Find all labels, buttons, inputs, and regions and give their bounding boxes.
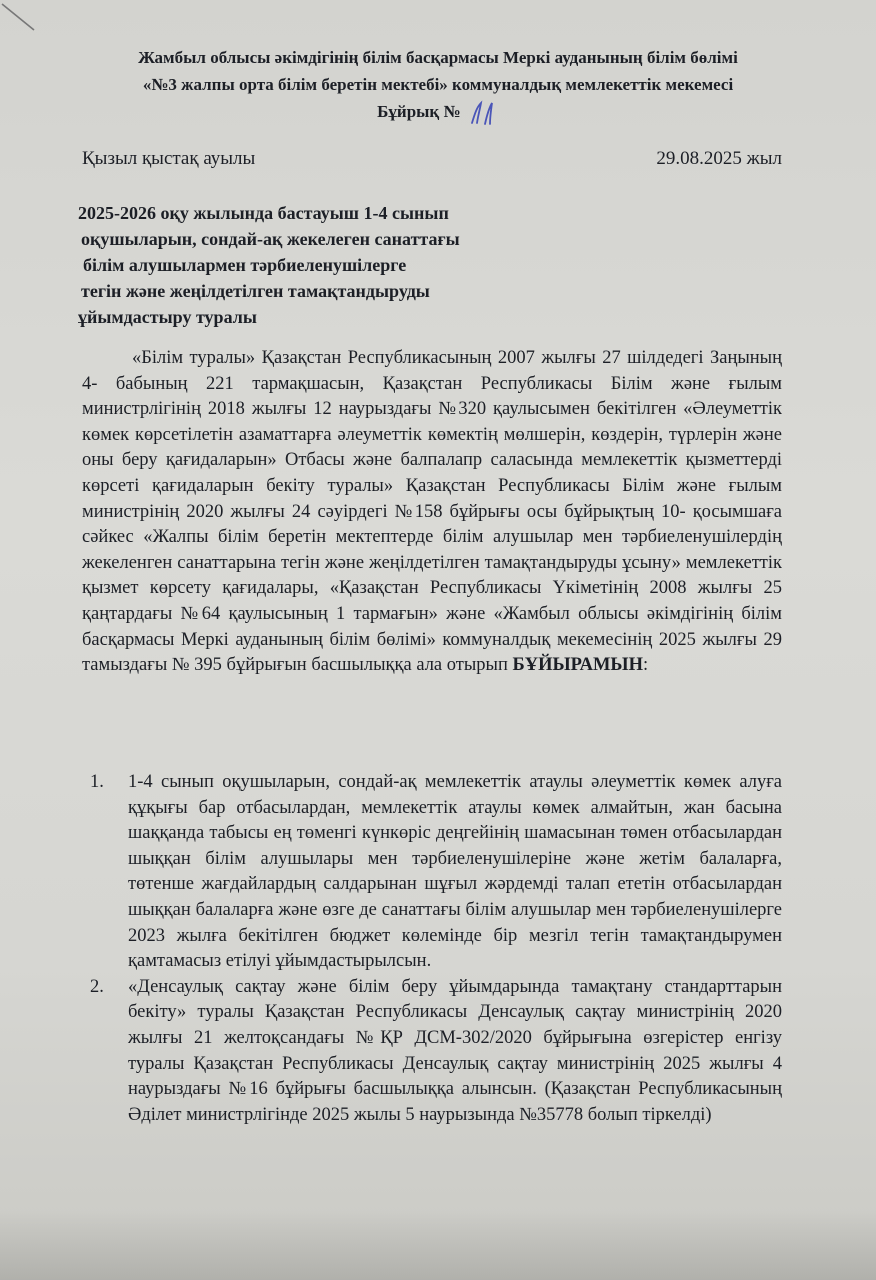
title-line-2: оқушыларын, сондай-ақ жекелеген санаттағы <box>81 229 460 249</box>
order-number-line <box>0 98 876 127</box>
order-directive-word: БҰЙЫРАМЫН <box>512 655 643 676</box>
corner-scratch-mark <box>0 0 40 40</box>
list-item-number: 2. <box>90 976 104 997</box>
header-organization-line-1: Жамбыл облысы әкімдігінің білім басқармасы Меркі ауданының білім бөлімі <box>138 48 738 67</box>
title-line-3: білім алушылармен тәрбиеленушілерге <box>83 255 407 275</box>
preamble-paragraph <box>82 346 782 679</box>
order-items-list <box>90 770 782 1128</box>
document-title <box>78 200 598 330</box>
list-item-number: 1. <box>90 772 104 792</box>
preamble-text: «Білім туралы» Қазақстан Республикасының 2007 жылғы 27 шілдедегі Заңының 4- бабының 221 тармақшасын, Қазақстан Республикасы Білім және ғылым министрлігінің 2018 жылғы 12 наурыздағы №320 қаулысымен бекітілген «Әлеуметтік көмек көрсетілетін азаматтарға әлеуметтік көмектің мөлшерін, көздерін, түрлерін және оны беру қағидаларын» Отбасы және балпалапр саласында мемлекеттік қызметтерді көрсеті қағидаларын бекіту туралы» Қазақстан Республикасы Білім және ғылым министрінің 2020 жылғы 24 сәуірдегі №158 бұйрығы осы бұйрықтың 10- қосымшаға сәйкес «Жалпы білім беретін мектептерде білім алушылар мен тәрбиеленушілердің жекеленген санаттарына тегін және жеңілдетілген тамақтандыруды ұсыну» мемлекеттік қызмет көрсету қағидалары, «Қазақстан Республикасы Үкіметінің 2008 жылғы 25 қаңтардағы №64 қаулысының 1 тармағын» және «Жамбыл облысы әкімдігінің білім басқармасы Меркі ауданының білім бөлімі» коммуналдық мекемесінің 2025 жылғы 29 тамыздағы № 395 бұйрығын басшылыққа ала отырып <box>82 348 782 676</box>
handwritten-order-number <box>469 99 499 127</box>
list-item <box>90 975 782 1129</box>
list-item-text: 1-4 сынып оқушыларын, сондай-ақ мемлекеттік атаулы әлеуметтік көмек алуға құқығы бар отбасылардан, мемлекеттік атаулы көмек алмайтын, жан басына шаққанда табысы ең төменгі күнкөріс деңгейінің шамасынан төмен отбасылардан шыққан білім алушылары мен тәрбиеленушілеріне және жетім балаларға, төтенше жағдайлардың салдарынан шұғыл жәрдемді талап ететін отбасылардан шыққан балаларға және өзге де санаттағы білім алушылар мен тәрбиеленушілерге 2023 жылға бекітілген бюджет көлемінде бір мезгіл тегін тамақтандырумен қамтамасыз етілуі ұйымдастырылсын. <box>128 772 782 972</box>
title-line-1: 2025-2026 оқу жылында бастауыш 1-4 сынып <box>78 203 449 223</box>
document-header <box>0 44 876 127</box>
title-line-4: тегін және жеңілдетілген тамақтандыруды <box>81 281 430 301</box>
document-date: 29.08.2025 жыл <box>656 148 782 169</box>
title-line-5: ұйымдастыру туралы <box>78 307 257 327</box>
preamble-colon: : <box>642 655 649 676</box>
photo-shadow <box>0 1210 876 1280</box>
header-organization-line-2: «№3 жалпы орта білім беретін мектебі» коммуналдық мемлекеттік мекемесі <box>142 75 734 94</box>
list-item <box>90 770 782 975</box>
list-item-text: «Денсаулық сақтау және білім беру ұйымдарында тамақтану стандарттарын бекіту» туралы Қазақстан Республикасы Денсаулық сақтау министрінің 2020 жылғы 21 желтоқсандағы №ҚР ДСМ-302/2020 бұйрығына өзгерістер енгізу туралы Қазақстан Республикасы Денсаулық сақтау министрінің 2025 жылғы 4 наурыздағы №16 бұйрығы басшылыққа алынсын. (Қазақстан Республикасының Әділет министрлігінде 2025 жылы 5 наурызында №35778 болып тіркелді) <box>128 976 782 1125</box>
order-label: Бұйрық № <box>377 102 461 121</box>
document-place: Қызыл қыстақ ауылы <box>82 148 256 169</box>
